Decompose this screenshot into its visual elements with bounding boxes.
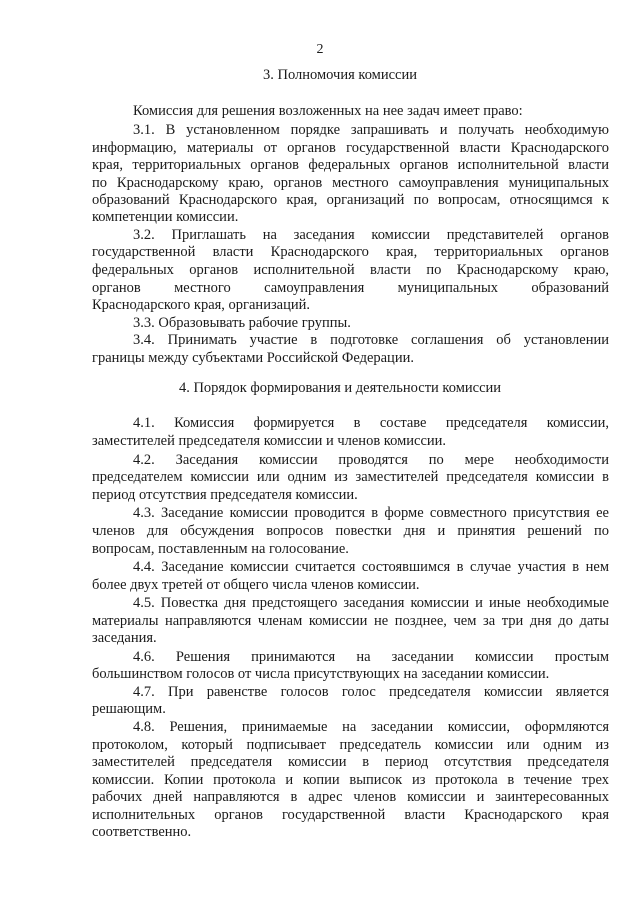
paragraph-line: комиссии. Копии протокола и копии выписок из протокола в течение трех <box>92 772 609 788</box>
paragraph-line: большинством голосов от числа присутствующих на заседании комиссии. <box>92 666 550 682</box>
section-4-heading: 4. Порядок формирования и деятельности комиссии <box>178 380 502 396</box>
paragraph-line: федеральных органов исполнительной власти по Краснодарскому краю, <box>92 262 609 278</box>
paragraph-line: информацию, материалы от органов государственной власти Краснодарского <box>92 140 609 156</box>
paragraph-line: соответственно. <box>92 824 192 840</box>
paragraph-line: Краснодарского края, организаций. <box>92 297 311 313</box>
paragraph-line: членов для обсуждения вопросов повестки дня и принятия решений по <box>92 523 609 539</box>
paragraph-line: границы между субъектами Российской Федерации. <box>92 350 414 366</box>
page-number: 2 <box>316 42 324 57</box>
paragraph-line: государственной власти Краснодарского края, территориальных органов <box>92 244 609 260</box>
paragraph-line: председателем комиссии или одним из заместителей председателя комиссии в <box>92 469 609 485</box>
paragraph-line: 4.7. При равенстве голосов голос председателя комиссии является <box>133 684 609 700</box>
paragraph-line: вопросам, поставленным на голосование. <box>92 541 349 557</box>
paragraph-line: края, территориальных органов федеральных органов исполнительной власти <box>92 157 609 173</box>
section-3-intro: Комиссия для решения возложенных на нее задач имеет право: <box>133 103 523 119</box>
paragraph-line: 3.2. Приглашать на заседания комиссии представителей органов <box>133 227 609 243</box>
paragraph-line: протоколом, который подписывает председатель комиссии или одним из <box>92 737 609 753</box>
paragraph-line: 4.3. Заседание комиссии проводится в форме совместного присутствия ее <box>133 505 609 521</box>
paragraph-line: 4.6. Решения принимаются на заседании комиссии простым <box>133 649 609 665</box>
paragraph-line: более двух третей от общего числа членов комиссии. <box>92 577 420 593</box>
paragraph-line: заседания. <box>92 630 157 646</box>
paragraph-line: 4.1. Комиссия формируется в составе председателя комиссии, <box>133 415 609 431</box>
paragraph-line: период отсутствия председателя комиссии. <box>92 487 358 503</box>
paragraph-line: исполнительных органов государственной власти Краснодарского края <box>92 807 609 823</box>
paragraph-line: органов местного самоуправления муниципальных образований <box>92 280 609 296</box>
section-3-heading: 3. Полномочия комиссии <box>262 67 417 83</box>
paragraph-line: 4.5. Повестка дня предстоящего заседания комиссии и иные необходимые <box>133 595 609 611</box>
paragraph-line: решающим. <box>92 701 166 717</box>
paragraph-line: компетенции комиссии. <box>92 209 239 225</box>
paragraph-line: 4.8. Решения, принимаемые на заседании комиссии, оформляются <box>133 719 609 735</box>
paragraph-line: 3.3. Образовывать рабочие группы. <box>133 315 351 331</box>
paragraph-line: заместителей председателя комиссии в период отсутствия председателя <box>92 754 609 770</box>
paragraph-line: 4.2. Заседания комиссии проводятся по мере необходимости <box>133 452 609 468</box>
paragraph-line: 3.4. Принимать участие в подготовке соглашения об установлении <box>133 332 609 348</box>
paragraph-line: заместителей председателя комиссии и членов комиссии. <box>92 433 447 449</box>
paragraph-line: рабочих дней направляются в адрес членов комиссии и заинтересованных <box>92 789 609 805</box>
paragraph-line: 4.4. Заседание комиссии считается состоявшимся в случае участия в нем <box>133 559 609 575</box>
paragraph-line: образований Краснодарского края, организаций по вопросам, относящимся к <box>92 192 609 208</box>
paragraph-line: 3.1. В установленном порядке запрашивать и получать необходимую <box>133 122 609 138</box>
paragraph-line: по Краснодарскому краю, органов местного самоуправления муниципальных <box>92 175 609 191</box>
paragraph-line: материалы направляются членам комиссии не позднее, чем за три дня до даты <box>92 613 609 629</box>
